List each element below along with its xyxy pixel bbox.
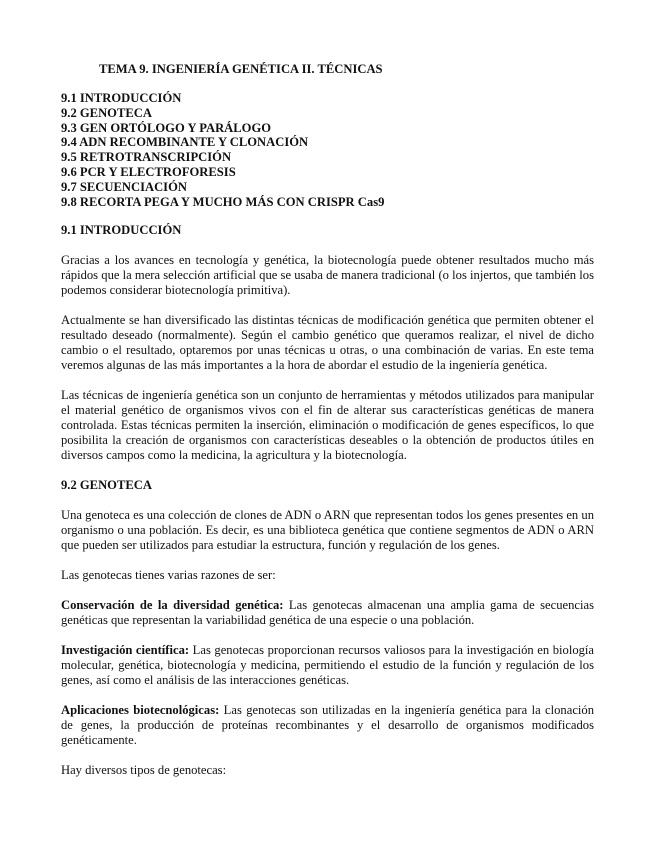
definition-text: Las genotecas proporcionan recursos valiosos para la investigación en biología molecular, genética, biotecnología y medicina, permitiendo el estudio de la función y regulación de los genes, así como el análisis de las interacciones genéticas. [61, 643, 595, 688]
document-title: TEMA 9. INGENIERÍA GENÉTICA II. TÉCNICAS [99, 62, 383, 76]
definition-term: Investigación científica: [61, 643, 190, 658]
toc-item: 9.5 RETROTRANSCRIPCIÓN [61, 150, 232, 165]
definition-text: Las genotecas almacenan una amplia gama de secuencias genéticas que representan la variabilidad genética de una especie o una población. [61, 598, 594, 628]
paragraph: Gracias a los avances en tecnología y genética, la biotecnología puede obtener resultados mucho más rápidos que la mera selección artificial que se usaba de manera tradicional (o los injertos, que también los podemos considerar biotecnología primitiva). [61, 253, 594, 298]
toc-item: 9.1 INTRODUCCIÓN [61, 91, 182, 105]
definition-term: Conservación de la diversidad genética: [61, 598, 284, 613]
table-of-contents [61, 91, 594, 209]
toc-item: 9.3 GEN ORTÓLOGO Y PARÁLOGO [61, 120, 272, 135]
definition-term: Aplicaciones biotecnológicas: [61, 703, 220, 718]
toc-item: 9.7 SECUENCIACIÓN [61, 179, 187, 194]
paragraph: Una genoteca es una colección de clones de ADN o ARN que representan todos los genes presentes en un organismo o una población. Es decir, es una biblioteca genética que contiene segmentos de ADN o ARN que pueden ser utilizados para estudiar la estructura, función y regulación de los genes. [61, 508, 594, 553]
paragraph: Las genotecas tienes varias razones de ser: [61, 568, 276, 583]
definition-item [61, 598, 594, 628]
document-page [61, 62, 594, 793]
toc-item: 9.6 PCR Y ELECTROFORESIS [61, 164, 236, 179]
section-heading-introduccion: 9.1 INTRODUCCIÓN [61, 223, 182, 238]
definition-item [61, 703, 594, 748]
paragraph: Las técnicas de ingeniería genética son un conjunto de herramientas y métodos utilizados para manipular el material genético de organismos vivos con el fin de alterar sus características genéticas de manera controlada. Estas técnicas permiten la inserción, eliminación o modificación de genes específicos, lo que posibilita la creación de organismos con características deseables o la obtención de productos útiles en diversos campos como la medicina, la agricultura y la biotecnología. [61, 388, 594, 463]
definition-item [61, 643, 594, 688]
paragraph: Hay diversos tipos de genotecas: [61, 763, 227, 778]
toc-item: 9.8 RECORTA PEGA Y MUCHO MÁS CON CRISPR Cas9 [61, 194, 385, 209]
toc-item: 9.4 ADN RECOMBINANTE Y CLONACIÓN [61, 135, 309, 150]
section-heading-genoteca: 9.2 GENOTECA [61, 478, 152, 493]
definition-text: Las genotecas son utilizadas en la ingeniería genética para la clonación de genes, la producción de proteínas recombinantes y el desarrollo de organismos modificados genéticamente. [61, 703, 594, 748]
toc-item: 9.2 GENOTECA [61, 105, 152, 120]
paragraph: Actualmente se han diversificado las distintas técnicas de modificación genética que permiten obtener el resultado deseado (normalmente). Según el cambio genético que queramos realizar, el nivel de dicho cambio o el resultado, optaremos por unas técnicas u otras, o una combinación de varias. En este tema veremos algunas de las más importantes a la hora de abordar el estudio de la ingeniería genética. [61, 313, 594, 373]
